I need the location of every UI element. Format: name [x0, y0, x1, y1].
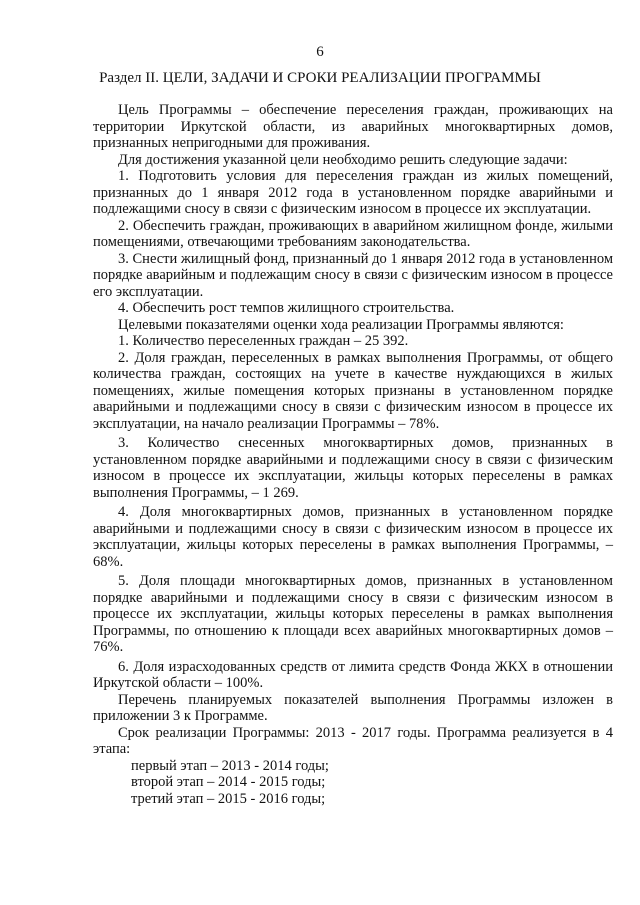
- paragraph-task-1: 1. Подготовить условия для переселения граждан из жилых помещений, признанных до 1 января 2012 года в установленном порядке аварийными и подлежащими сносу в связи с физическим износом в процессе их эксплуатации.: [93, 168, 613, 217]
- paragraph-indicator-2: 2. Доля граждан, переселенных в рамках выполнения Программы, от общего количества граждан, состоящих на учете в качестве нуждающихся в жилых помещениях, жилые помещения которых признаны в установленном порядке аварийными и подлежащими сносу в связи с физическим износом в процессе их эксплуатации, на начало реализации Программы – 78%.: [93, 349, 613, 432]
- paragraph-indicator-5: 5. Доля площади многоквартирных домов, признанных в установленном порядке аварийными и подлежащими сносу в связи с физическим износом в процессе их эксплуатации, жильцы которых переселены в рамках выполнения Программы, по отношению к площади всех аварийных многоквартирных домов – 76%.: [93, 573, 613, 655]
- paragraph-indicator-4: 4. Доля многоквартирных домов, признанных в установленном порядке аварийными и подлежащими сносу в связи с физическим износом в процессе их эксплуатации, жильцы которых переселены в рамках выполнения Программы, – 68%.: [93, 504, 613, 570]
- stage-3: третий этап – 2015 - 2016 годы;: [131, 790, 326, 807]
- paragraph-task-2: 2. Обеспечить граждан, проживающих в аварийном жилищном фонде, жилыми помещениями, отвечающими требованиям законодательства.: [93, 217, 613, 250]
- paragraph-indicators-intro: Целевыми показателями оценки хода реализации Программы являются:: [118, 316, 564, 333]
- stage-1: первый этап – 2013 - 2014 годы;: [131, 757, 329, 774]
- paragraph-task-3: 3. Снести жилищный фонд, признанный до 1 января 2012 года в установленном порядке аварийным и подлежащим сносу в связи с физическим износом в процессе его эксплуатации.: [93, 250, 613, 300]
- paragraph-indicator-3: 3. Количество снесенных многоквартирных домов, признанных в установленном порядке аварийными и подлежащими сносу в связи с физическим износом в процессе их эксплуатации, жильцы которых переселены в рамках выполнения Программы, – 1 269.: [93, 435, 613, 501]
- paragraph-indicator-6: 6. Доля израсходованных средств от лимита средств Фонда ЖКХ в отношении Иркутской области – 100%.: [93, 658, 613, 691]
- paragraph-indicators-list: Перечень планируемых показателей выполнения Программы изложен в приложении 3 к Программе.: [93, 691, 613, 724]
- paragraph-task-4: 4. Обеспечить рост темпов жилищного строительства.: [118, 300, 455, 316]
- paragraph-tasks-intro: Для достижения указанной цели необходимо решить следующие задачи:: [118, 151, 568, 168]
- section-title: Раздел II. ЦЕЛИ, ЗАДАЧИ И СРОКИ РЕАЛИЗАЦИИ ПРОГРАММЫ: [99, 70, 541, 86]
- document-body: [93, 102, 613, 807]
- page-number: 6: [316, 44, 324, 60]
- paragraph-term: Срок реализации Программы: 2013 - 2017 годы. Программа реализуется в 4 этапа:: [93, 724, 613, 757]
- paragraph-goal: Цель Программы – обеспечение переселения граждан, проживающих на территории Иркутской области, из аварийных многоквартирных домов, признанных непригодными для проживания.: [93, 102, 613, 151]
- stage-2: второй этап – 2014 - 2015 годы;: [131, 774, 326, 790]
- paragraph-indicator-1: 1. Количество переселенных граждан – 25 392.: [118, 333, 409, 349]
